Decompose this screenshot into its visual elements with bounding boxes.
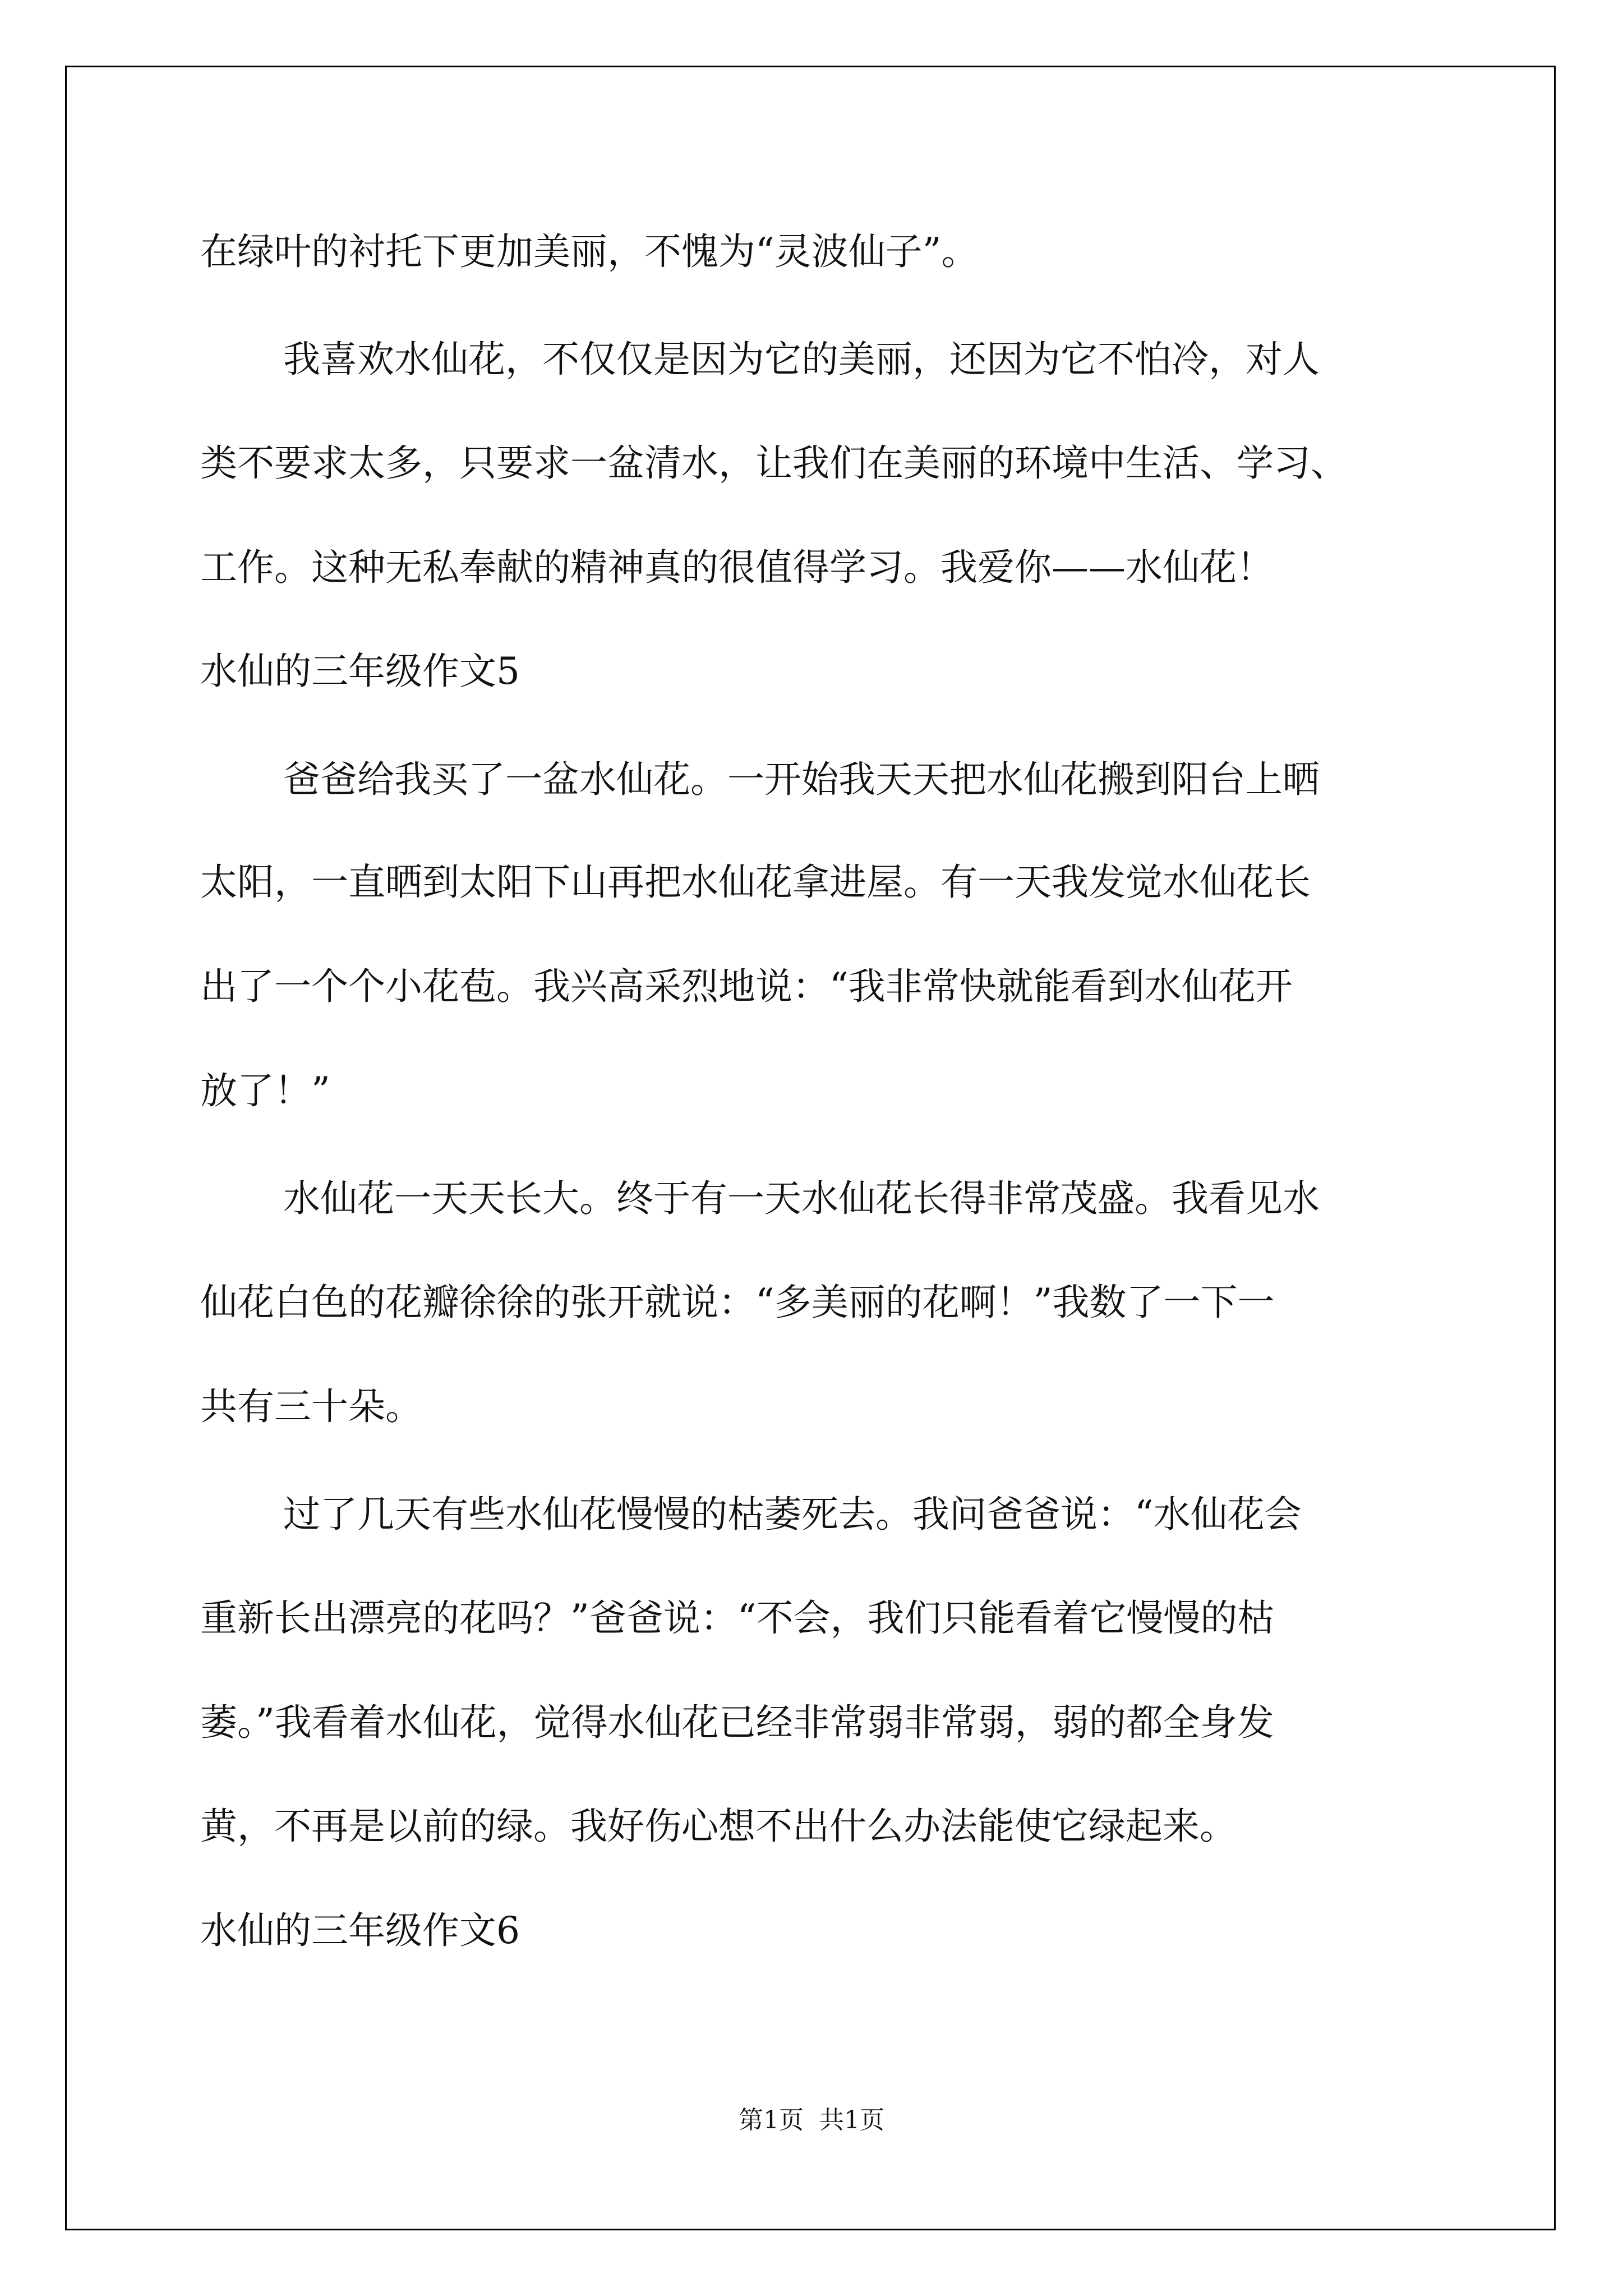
page-border: [65, 66, 1556, 2230]
section-heading: 水仙的三年级作文6: [200, 1909, 520, 1952]
paragraph-line: 太阳，一直晒到太阳下山再把水仙花拿进屋。有一天我发觉水仙花长: [200, 861, 1311, 904]
paragraph-line: 放了！”: [200, 1069, 330, 1112]
paragraph-line: 工作。这种无私奉献的精神真的很值得学习。我爱你——水仙花！: [200, 546, 1274, 589]
paragraph-line: 爸爸给我买了一盆水仙花。一开始我天天把水仙花搬到阳台上晒: [283, 758, 1320, 801]
paragraph-line: 类不要求太多，只要求一盆清水，让我们在美丽的环境中生活、学习、: [200, 441, 1348, 485]
paragraph-line: 出了一个个小花苞。我兴高采烈地说：“我非常快就能看到水仙花开: [200, 965, 1293, 1008]
paragraph-line: 共有三十朵。: [200, 1385, 422, 1428]
paragraph-line: 萎。”我看着水仙花，觉得水仙花已经非常弱非常弱，弱的都全身发: [200, 1701, 1274, 1744]
paragraph-line: 我喜欢水仙花，不仅仅是因为它的美丽，还因为它不怕冷，对人: [283, 338, 1320, 381]
paragraph-line: 在绿叶的衬托下更加美丽，不愧为“灵波仙子”。: [200, 230, 979, 273]
paragraph-line: 过了几天有些水仙花慢慢的枯萎死去。我问爸爸说：“水仙花会: [283, 1493, 1302, 1536]
paragraph-line: 仙花白色的花瓣徐徐的张开就说：“多美丽的花啊！”我数了一下一: [200, 1281, 1275, 1324]
paragraph-line: 水仙花一天天长大。终于有一天水仙花长得非常茂盛。我看见水: [283, 1177, 1320, 1220]
section-heading: 水仙的三年级作文5: [200, 650, 520, 693]
paragraph-line: 重新长出漂亮的花吗？”爸爸说：“不会，我们只能看着它慢慢的枯: [200, 1596, 1275, 1640]
paragraph-line: 黄，不再是以前的绿。我好伤心想不出什么办法能使它绿起来。: [200, 1805, 1237, 1848]
page-footer: 第1页 共1页: [739, 2106, 884, 2134]
